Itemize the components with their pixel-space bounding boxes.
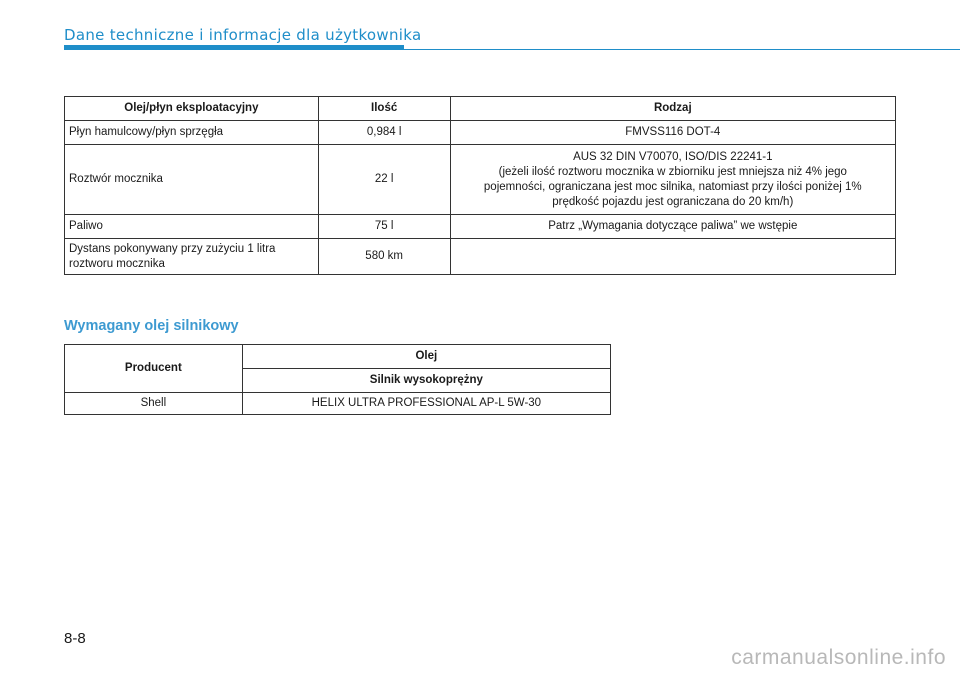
page-header-title: Dane techniczne i informacje dla użytkownika [64, 26, 422, 44]
fluid-amount-cell: 75 l [318, 215, 450, 239]
fluid-type-line: prędkość pojazdu jest ograniczana do 20 km/h) [552, 195, 794, 208]
fluid-name-cell: Roztwór mocznika [65, 145, 319, 215]
fluid-type-line: (jeżeli ilość roztworu mocznika w zbiorniku jest mniejsza niż 4% jego [498, 165, 847, 178]
watermark: carmanualsonline.info [731, 646, 946, 669]
engine-oil-table [64, 344, 611, 415]
oil-table-header [65, 345, 611, 369]
table-row [65, 239, 896, 275]
fluid-amount-cell: 22 l [318, 145, 450, 215]
fluid-type-line: AUS 32 DIN V70070, ISO/DIS 22241-1 [573, 150, 773, 163]
page-number: 8-8 [64, 630, 86, 647]
fluid-name-line: Dystans pokonywany przy zużyciu 1 litra [69, 242, 276, 255]
fluid-type-cell: FMVSS116 DOT-4 [450, 121, 895, 145]
column-header-type: Rodzaj [450, 97, 895, 121]
fluid-type-cell [450, 145, 895, 215]
fluid-type-line: pojemności, ograniczana jest moc silnika, natomiast przy ilości poniżej 1% [483, 180, 862, 193]
table-row [65, 121, 896, 145]
fluid-name-cell [65, 239, 319, 275]
column-header-producer: Producent [65, 345, 243, 393]
column-header-engine: Silnik wysokoprężny [242, 369, 610, 393]
fluids-table-header [65, 97, 896, 121]
section-heading: Wymagany olej silnikowy [64, 318, 239, 334]
oil-spec-cell: HELIX ULTRA PROFESSIONAL AP-L 5W-30 [242, 393, 610, 415]
fluid-type-cell: Patrz „Wymagania dotyczące paliwa” we wstępie [450, 215, 895, 239]
fluid-name-cell: Paliwo [65, 215, 319, 239]
column-header-fluid: Olej/płyn eksploatacyjny [65, 97, 319, 121]
column-header-oil: Olej [242, 345, 610, 369]
fluid-name-cell: Płyn hamulcowy/płyn sprzęgła [65, 121, 319, 145]
fluid-amount-cell: 0,984 l [318, 121, 450, 145]
fluids-table [64, 96, 896, 275]
column-header-amount: Ilość [318, 97, 450, 121]
table-row [65, 215, 896, 239]
fluid-amount-cell: 580 km [318, 239, 450, 275]
producer-cell: Shell [65, 393, 243, 415]
fluid-name-line: roztworu mocznika [69, 257, 165, 270]
table-row [65, 393, 611, 415]
fluid-type-cell [450, 239, 895, 275]
header-rule [64, 49, 960, 50]
table-row [65, 145, 896, 215]
